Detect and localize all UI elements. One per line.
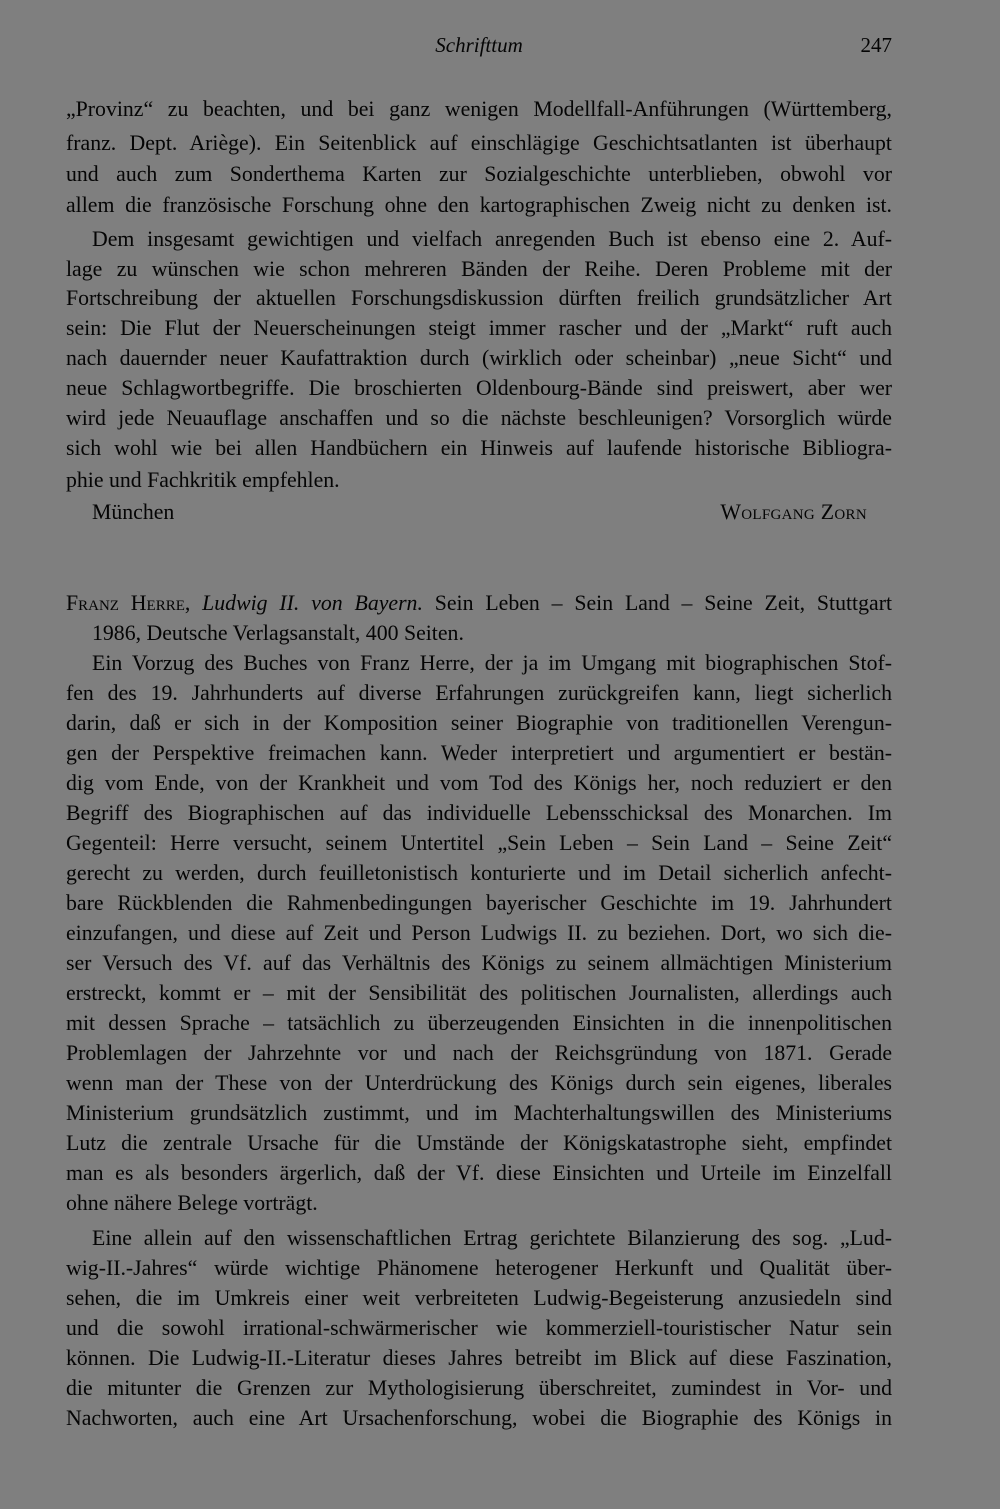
text-line: und auch zum Sonderthema Karten zur Sozialgeschichte unterblieben, obwohl vor <box>66 162 892 186</box>
text-line: man es als besonders ärgerlich, daß der Vf. diese Einsichten und Urteile im Einzelfall <box>66 1161 892 1185</box>
text-line: bare Rückblenden die Rahmenbedingungen bayerischer Geschichte im 19. Jahrhundert <box>66 891 892 915</box>
text-line: ser Versuch des Vf. auf das Verhältnis des Königs zu seinem allmächtigen Ministerium <box>66 951 892 975</box>
text-line: können. Die Ludwig-II.-Literatur dieses Jahres betreibt im Blick auf diese Faszination, <box>66 1346 892 1370</box>
text-line: Eine allein auf den wissenschaftlichen Ertrag gerichtete Bilanzierung des sog. „Lud- <box>92 1226 892 1250</box>
text-line: wig-II.-Jahres“ würde wichtige Phänomene heterogener Herkunft und Qualität über- <box>66 1256 892 1280</box>
reviewer-name: Wolfgang Zorn <box>720 500 867 524</box>
bibliographic-heading <box>66 589 892 617</box>
text-line: lage zu wünschen wie schon mehreren Bänden der Reihe. Deren Probleme mit der <box>66 257 892 281</box>
text-line: „Provinz“ zu beachten, und bei ganz wenigen Modellfall-Anführungen (Württemberg, <box>66 97 892 121</box>
text-line: gen der Perspektive freimachen kann. Weder interpretiert und argumentiert er bestän- <box>66 741 892 765</box>
text-line: Ein Vorzug des Buches von Franz Herre, der ja im Umgang mit biographischen Stof- <box>92 651 892 675</box>
text-line: die mitunter die Grenzen zur Mythologisierung überschreitet, zumindest in Vor- und <box>66 1376 892 1400</box>
text-line: nach dauernder neuer Kaufattraktion durch (wirklich oder scheinbar) „neue Sicht“ und <box>66 346 892 370</box>
text-line: franz. Dept. Ariège). Ein Seitenblick auf einschlägige Geschichtsatlanten ist überhaupt <box>66 131 892 155</box>
text-line: neue Schlagwortbegriffe. Die broschierten Oldenbourg-Bände sind preiswert, aber wer <box>66 376 892 400</box>
running-head <box>66 33 892 63</box>
text-line: sein: Die Flut der Neuerscheinungen steigt immer rascher und der „Markt“ ruft auch <box>66 316 892 340</box>
signoff-place: München <box>92 500 175 524</box>
text-line: fen des 19. Jahrhunderts auf diverse Erfahrungen zurückgreifen kann, liegt sicherlich <box>66 681 892 705</box>
text-line: Begriff des Biographischen auf das individuelle Lebensschicksal des Monarchen. Im <box>66 801 892 825</box>
text-line: und die sowohl irrational-schwärmerischer wie kommerziell-touristischer Natur sein <box>66 1316 892 1340</box>
text-line: wenn man der These von der Unterdrückung des Königs durch sein eigenes, liberales <box>66 1071 892 1095</box>
text-line: Dem insgesamt gewichtigen und vielfach anregenden Buch ist ebenso eine 2. Auf- <box>92 227 892 251</box>
text-line: Problemlagen der Jahrzehnte vor und nach der Reichsgründung von 1871. Gerade <box>66 1041 892 1065</box>
text-line: darin, daß er sich in der Komposition seiner Biographie von traditionellen Verengun- <box>66 711 892 735</box>
text-line: erstreckt, kommt er – mit der Sensibilität des politischen Journalisten, allerdings auch <box>66 981 892 1005</box>
running-title: Schrifttum <box>435 33 523 57</box>
text-line: ohne nähere Belege vorträgt. <box>66 1191 318 1215</box>
book-author: Franz Herre, <box>66 591 191 615</box>
text-line: einzufangen, und diese auf Zeit und Person Ludwigs II. zu beziehen. Dort, wo sich die- <box>66 921 892 945</box>
text-line: Nachworten, auch eine Art Ursachenforschung, wobei die Biographie des Königs in <box>66 1406 892 1430</box>
text-line: Lutz die zentrale Ursache für die Umstände der Königskatastrophe sieht, empfindet <box>66 1131 892 1155</box>
text-line: gerecht zu werden, durch feuilletonistisch konturierte und im Detail sicherlich anfecht- <box>66 861 892 885</box>
text-line: Fortschreibung der aktuellen Forschungsdiskussion dürften freilich grundsätzlicher Art <box>66 286 892 310</box>
text-line: Gegenteil: Herre versucht, seinem Untertitel „Sein Leben – Sein Land – Seine Zeit“ <box>66 831 892 855</box>
text-line: Ministerium grundsätzlich zustimmt, und im Machterhaltungswillen des Ministeriums <box>66 1101 892 1125</box>
text-line: dig vom Ende, von der Krankheit und vom Tod des Königs her, noch reduziert er den <box>66 771 892 795</box>
text-line: sich wohl wie bei allen Handbüchern ein Hinweis auf laufende historische Bibliogra- <box>66 436 892 460</box>
text-line: phie und Fachkritik empfehlen. <box>66 468 340 492</box>
book-title: Ludwig II. von Bayern. <box>202 591 423 615</box>
text-line: sehen, die im Umkreis einer weit verbreiteten Ludwig-Begeisterung anzusiedeln sind <box>66 1286 892 1310</box>
book-subtitle: Sein Leben – Sein Land – Seine Zeit, Stuttgart <box>434 591 893 615</box>
page-number: 247 <box>860 33 892 57</box>
text-line: allem die französische Forschung ohne den kartographischen Zweig nicht zu denken ist. <box>66 193 892 217</box>
bibliographic-heading-line2: 1986, Deutsche Verlagsanstalt, 400 Seiten. <box>92 621 464 645</box>
text-line: wird jede Neuauflage anschaffen und so die nächste beschleunigen? Vorsorglich würde <box>66 406 892 430</box>
text-line: mit dessen Sprache – tatsächlich zu überzeugenden Einsichten in die innenpolitischen <box>66 1011 892 1035</box>
